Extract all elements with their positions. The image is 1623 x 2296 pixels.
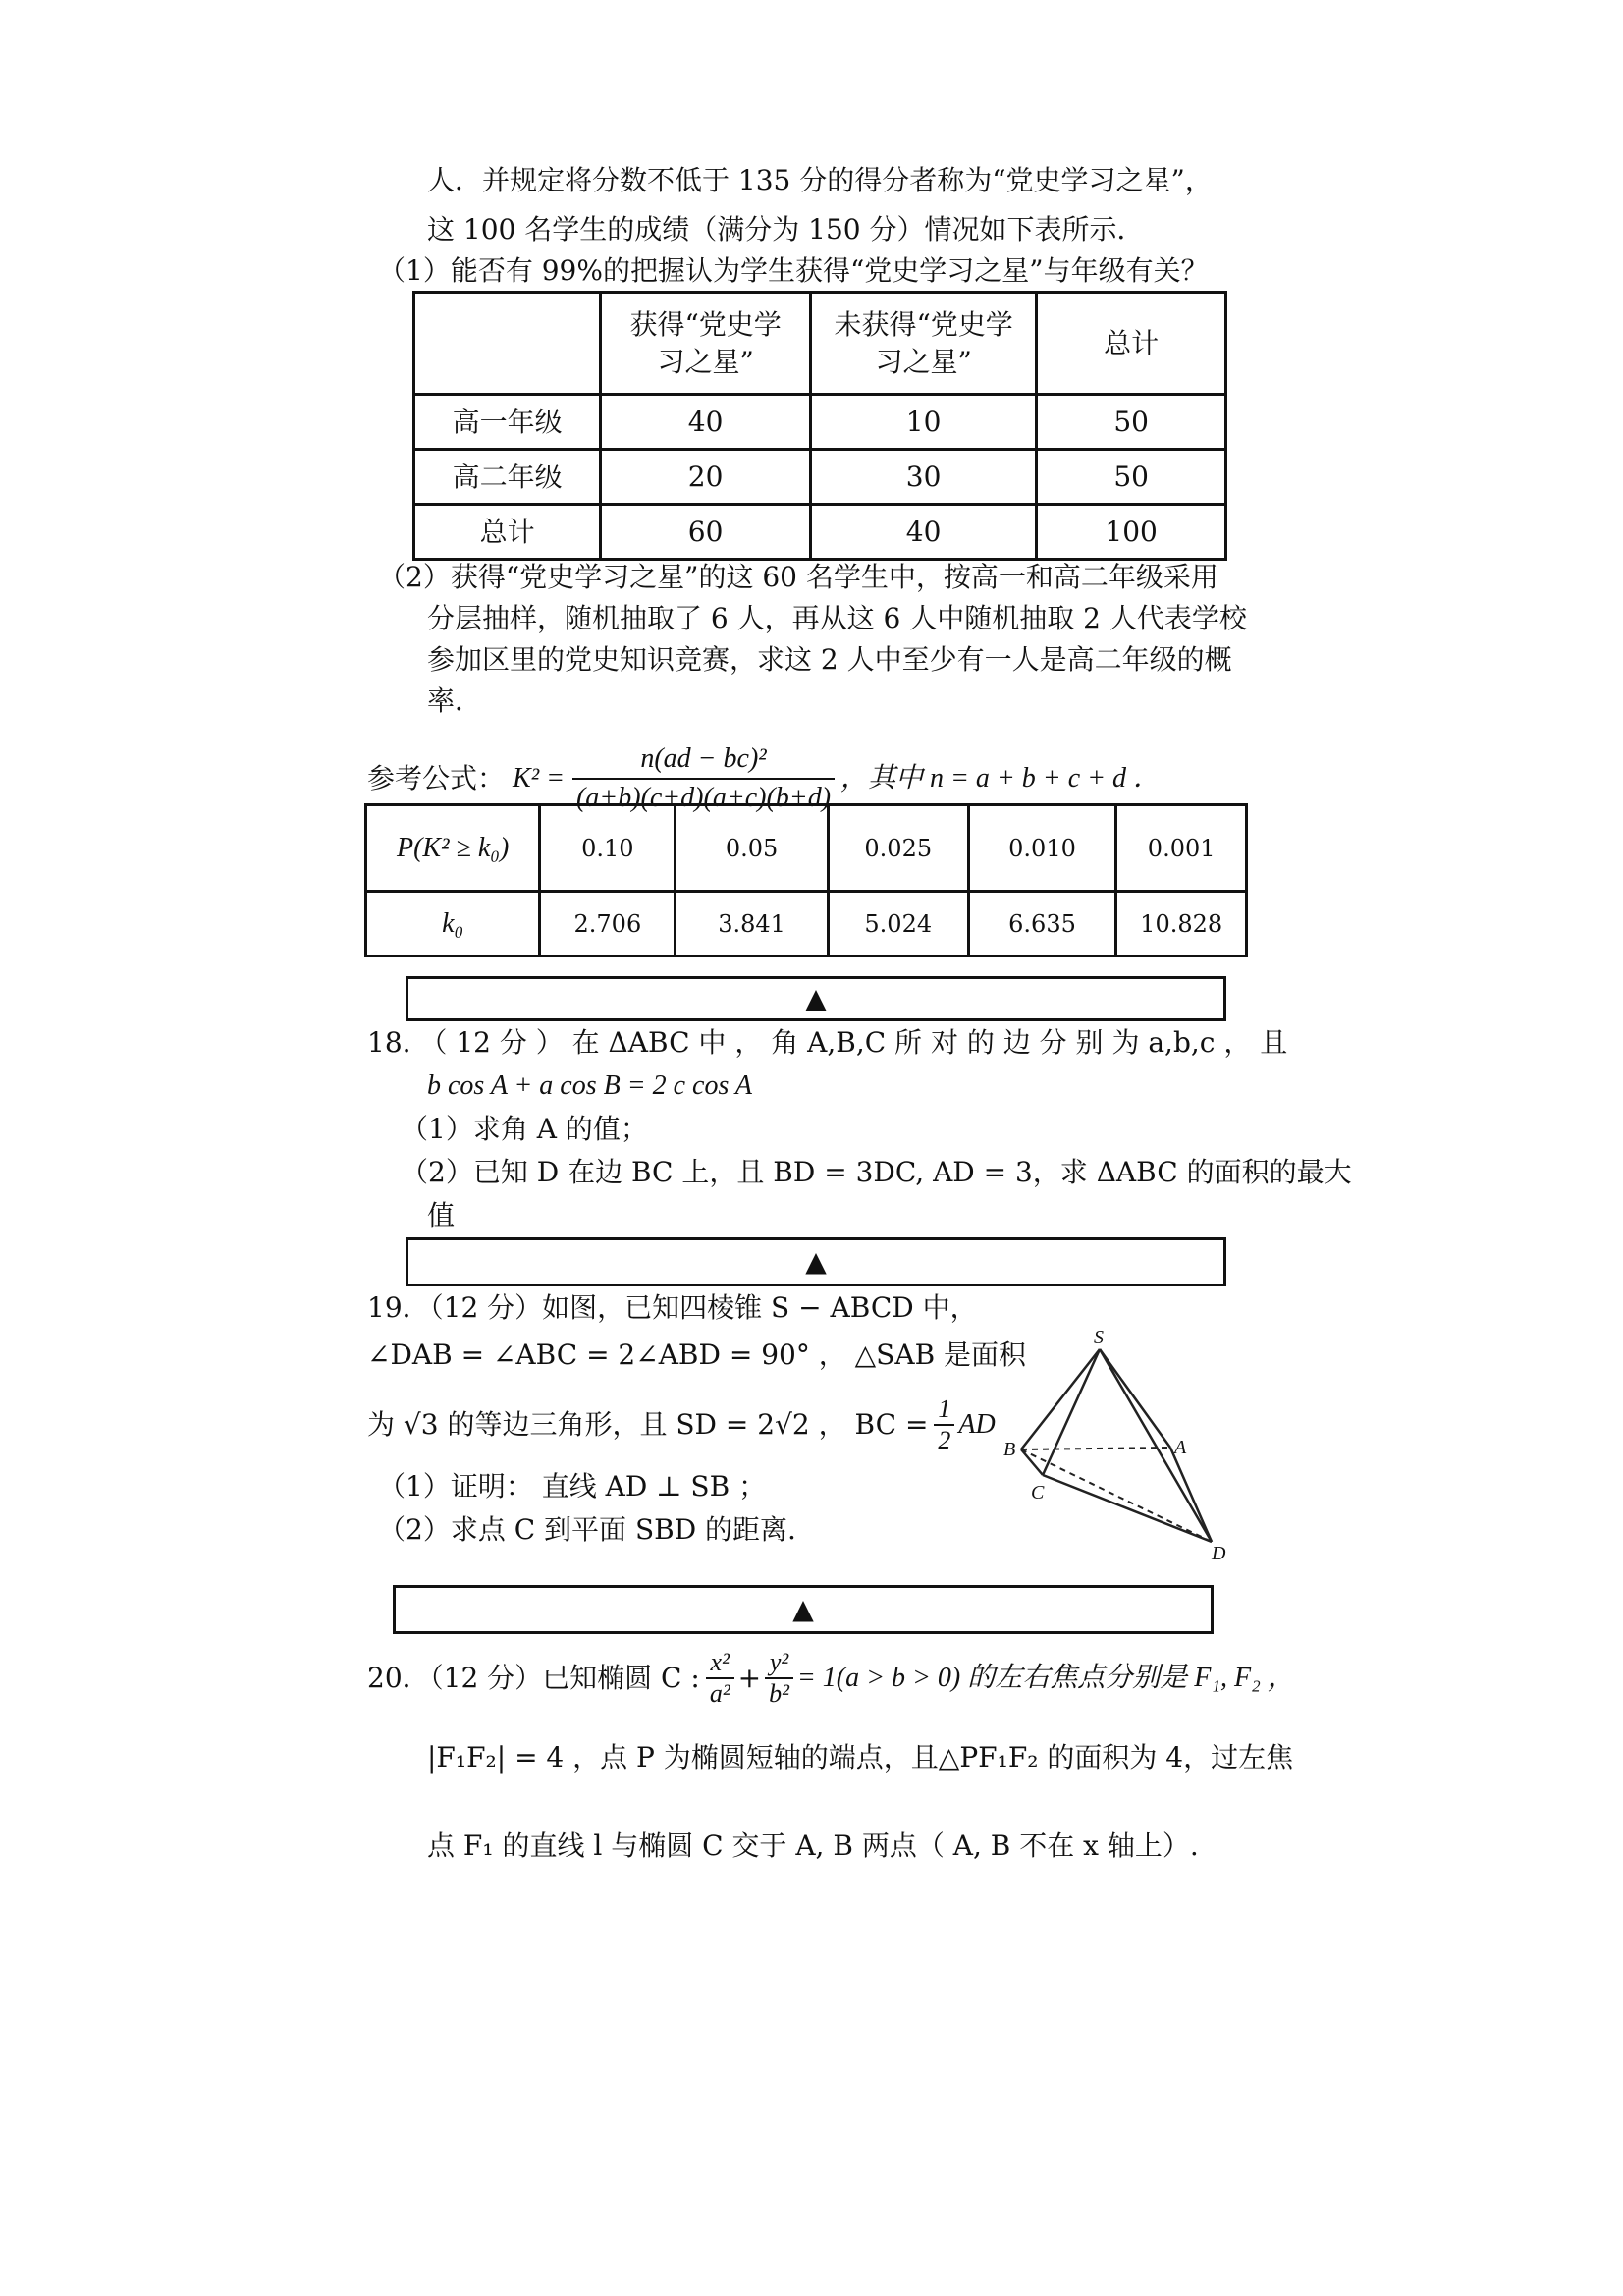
grade-star-table [412,291,1227,561]
intro-line-1: 人．并规定将分数不低于 135 分的得分者称为“党史学习之星”， [427,164,1213,196]
table-header-total: 总计 [1037,293,1226,395]
table-header-row [414,293,1226,395]
table-cell: 30 [810,450,1036,505]
answer-marker: ▲ [805,982,827,1014]
table-cell: 10 [810,395,1036,450]
ref-p-value: 0.010 [968,805,1116,892]
table-cell: 高一年级 [414,395,601,450]
ref-k-value: 6.635 [968,892,1116,957]
table-cell: 60 [601,505,811,560]
table-header-empty [414,293,601,395]
q20-line-2: |F₁F₂| = 4 ，点 P 为椭圆短轴的端点，且△PF₁F₂ 的面积为 4，过左焦 [427,1741,1294,1774]
q19-line-2: ∠DAB = ∠ABC = 2∠ABD = 90° ， △SAB 是面积 [367,1339,1027,1371]
formula-tail: ，其中 n = a + b + c + d ． [840,763,1162,793]
q19-line-3 [367,1394,996,1455]
edge-BD-hidden [1021,1449,1212,1542]
ref-k-value: 5.024 [828,892,968,957]
answer-box-3[interactable] [393,1585,1214,1634]
table-header-non-star: 未获得“党史学 习之星” [810,293,1036,395]
ref-k-value: 3.841 [676,892,828,957]
formula-denominator: (a+b)(c+d)(a+c)(b+d) [575,783,832,813]
table-cell: 20 [601,450,811,505]
intro-line-2: 这 100 名学生的成绩（满分为 150 分）情况如下表所示． [427,213,1145,246]
table-row [414,450,1226,505]
edge-SA [1100,1349,1170,1448]
ref-row-p [366,805,1247,892]
answer-marker: ▲ [792,1593,814,1625]
answer-box-1[interactable] [406,976,1226,1021]
q17-part-2-line-4: 率． [427,684,483,717]
table-cell: 100 [1037,505,1226,560]
q19-part-1: （1）证明： 直线 AD ⊥ SB ； [378,1470,767,1503]
q18-line-2: b cos A + a cos B = 2 c cos A [427,1070,752,1101]
q20-plus: + [737,1662,762,1694]
table-cell: 40 [810,505,1036,560]
pyramid-figure [1001,1328,1237,1563]
label-C: C [1031,1482,1045,1503]
q20-line-3: 点 F₁ 的直线 l 与椭圆 C 交于 A, B 两点（ A, B 不在 x 轴上）. [427,1830,1199,1862]
ref-row-k [366,892,1247,957]
answer-marker: ▲ [805,1245,827,1278]
table-cell: 50 [1037,450,1226,505]
formula-lhs: K² = [513,763,565,793]
q17-part-2-line-3: 参加区里的党史知识竞赛，求这 2 人中至少有一人是高二年级的概 [427,643,1232,676]
table-row [414,505,1226,560]
ref-p-value: 0.10 [540,805,676,892]
edge-BC [1021,1449,1043,1475]
q18-part-2-cont: 值 [427,1199,456,1231]
label-S: S [1094,1328,1104,1348]
ref-p-value: 0.001 [1116,805,1247,892]
table-cell: 50 [1037,395,1226,450]
q20-fraction-x: $\frac{\text{x²}}{\text{a²}}$ [706,1648,734,1709]
q18-part-1: （1）求角 A 的值； [401,1113,648,1145]
q18-part-2: （2）已知 D 在边 BC 上，且 BD = 3DC, AD = 3，求 ΔABC 的面积的最大 [401,1156,1352,1188]
q20-line-1 [367,1648,1295,1709]
ref-label-p: P(K² ≥ k₀) [366,805,540,892]
q19-line-3-tail: AD [958,1409,996,1440]
ref-label-k: k₀ [366,892,540,957]
formula-numerator: n(ad − bc)² [572,740,835,780]
table-cell: 40 [601,395,811,450]
ref-p-value: 0.025 [828,805,968,892]
table-cell: 高二年级 [414,450,601,505]
edge-BA-hidden [1021,1448,1170,1449]
table-header-star: 获得“党史学 习之星” [601,293,811,395]
q17-part-2-line-2: 分层抽样，随机抽取了 6 人，再从这 6 人中随机抽取 2 人代表学校 [427,602,1247,634]
q18-line-1: 18. （ 12 分 ） 在 ΔABC 中 ， 角 A,B,C 所 对 的 边 分 别 为 a,b,c ， 且 [367,1026,1288,1059]
q20-fraction-y: $\frac{\text{y²}}{\text{b²}}$ [765,1648,793,1709]
q19-part-2: （2）求点 C 到平面 SBD 的距离. [378,1513,796,1546]
table-cell: 总计 [414,505,601,560]
q19-line-3-text: 为 √3 的等边三角形，且 SD = 2√2 ， BC = [367,1408,929,1441]
q19-fraction [934,1394,954,1455]
table-row [414,395,1226,450]
ref-k-value: 10.828 [1116,892,1247,957]
answer-box-2[interactable] [406,1237,1226,1286]
ref-p-value: 0.05 [676,805,828,892]
formula-label: 参考公式： [367,762,506,794]
label-B: B [1003,1439,1016,1460]
q17-part-1: （1）能否有 99%的把握认为学生获得“党史学习之星”与年级有关？ [378,254,1209,287]
edge-SD [1100,1349,1212,1542]
label-A: A [1174,1437,1187,1458]
q19-fraction-num: 1 [934,1394,954,1426]
q19-fraction-den: 2 [938,1426,951,1454]
q19-line-1: 19．（12 分）如图，已知四棱锥 S − ABCD 中， [367,1291,978,1324]
q20-line-1-tail: = 1(a > b > 0) 的左右焦点分别是 F₁, F₂ ， [796,1663,1295,1693]
q17-part-2-line-1: （2）获得“党史学习之星”的这 60 名学生中，按高一和高二年级采用 [378,561,1218,593]
ref-k-value: 2.706 [540,892,676,957]
chi-square-reference-table [364,803,1248,957]
q20-line-1-text: 20．（12 分）已知椭圆 C : [367,1662,700,1694]
label-D: D [1212,1543,1226,1563]
